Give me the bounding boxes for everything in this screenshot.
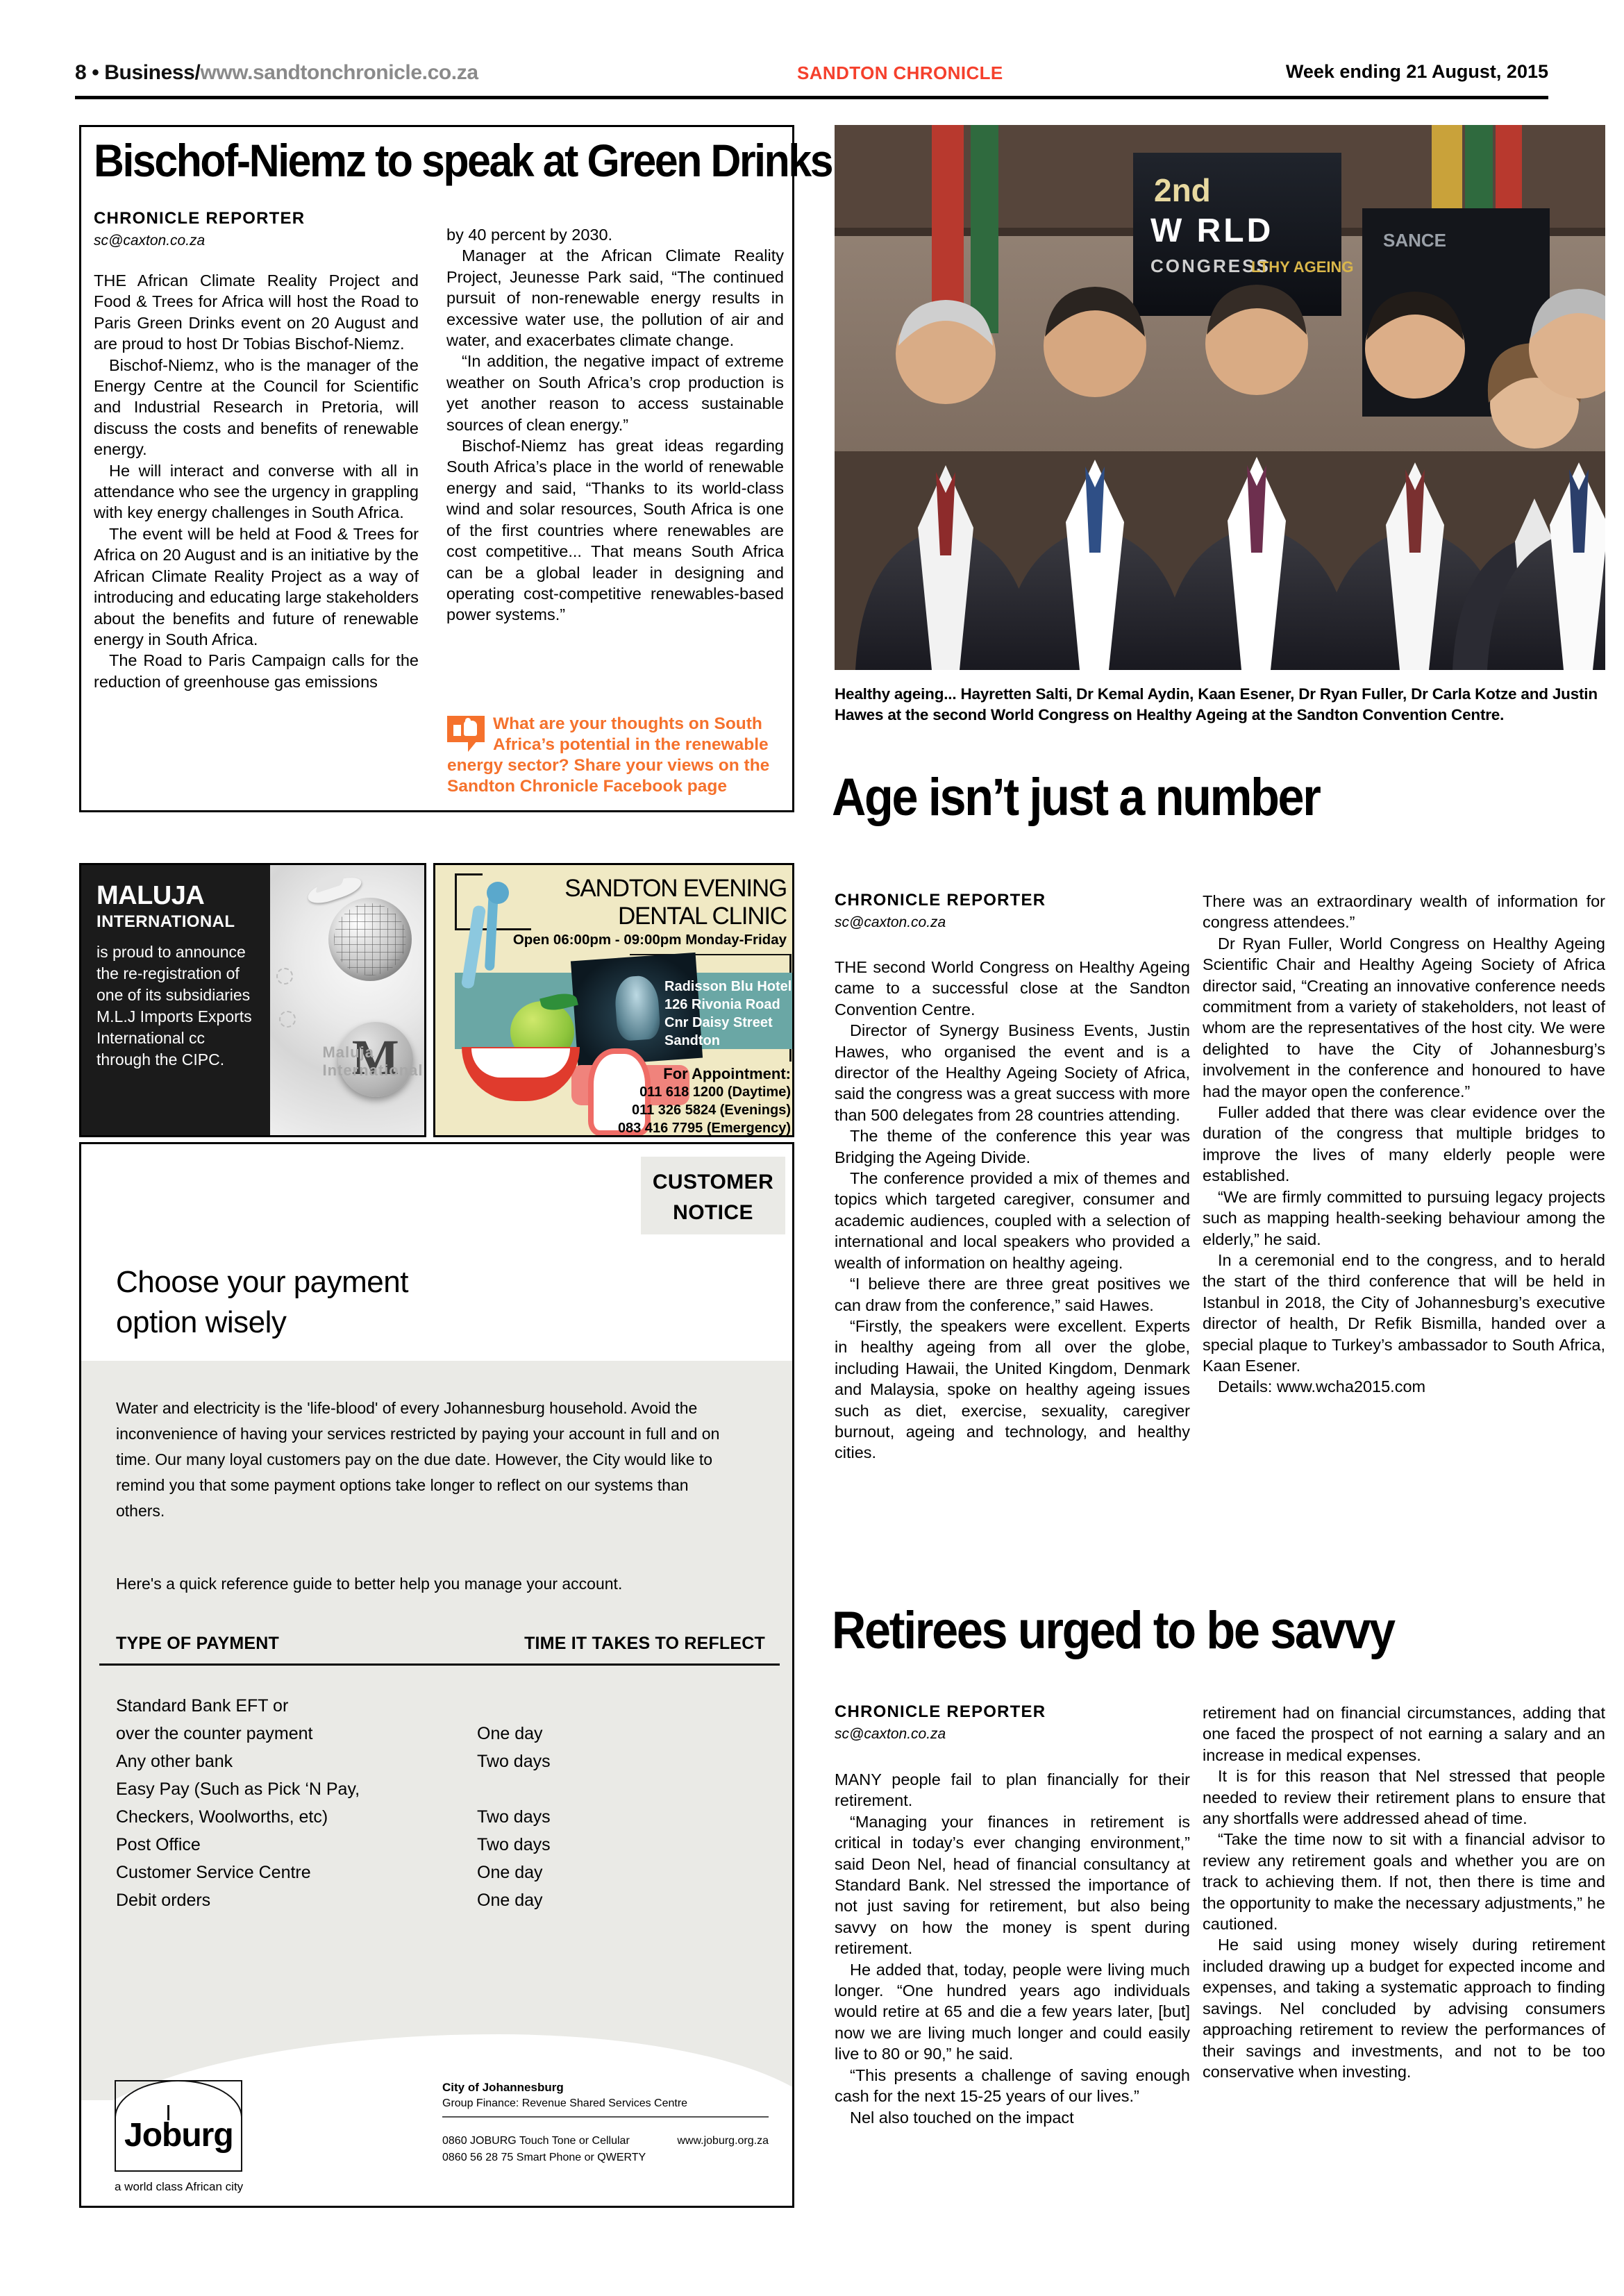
paragraph: “I believe there are three great positives we can draw from the conference,” said Hawes.: [835, 1275, 1190, 1314]
article1-column-2: [446, 224, 784, 626]
facebook-callout-text: What are your thoughts on South Africa’s potential in the renewable energy sector? Share your views on the Sandton Chronicle Facebook page: [447, 714, 770, 796]
joburg-logo: [115, 2080, 242, 2172]
payment-time: One day: [477, 1863, 543, 1882]
table-row: [116, 1722, 765, 1745]
joburg-contact: [442, 2133, 769, 2166]
paragraph: In a ceremonial end to the congress, and to herald the start of the third conference that will be held in Istanbul in 2018, the City of Johannesburg’s executive director of health, Dr Refik Bismilla, handed over a special plaque to Turkey’s ambassador to South Africa, Kaan Esener.: [1203, 1250, 1605, 1375]
masthead-slash: /: [194, 61, 201, 84]
route-dot-icon: [276, 968, 293, 984]
paragraph: Director of Synergy Business Events, Justin Hawes, who organised the event and is a director of the Healthy Ageing Society of Africa, said the congress was a great success with more than 500 delegates from 28 countries attending.: [835, 1021, 1191, 1124]
table-row: [116, 1861, 765, 1884]
paragraph: THE second World Congress on Healthy Ageing came to a successful close at the Sandton Convention Centre.: [835, 958, 1190, 1019]
dental-title-line1: SANDTON EVENING: [564, 875, 787, 902]
dental-hours: Open 06:00pm - 09:00pm Monday-Friday: [512, 932, 787, 948]
thumbs-up-speech-bubble-icon: [447, 716, 485, 746]
article2-byline: CHRONICLE REPORTER: [835, 891, 1046, 910]
payment-time: Two days: [477, 1807, 551, 1827]
paragraph: There was an extraordinary wealth of information for congress attendees.”: [1203, 892, 1605, 932]
paragraph: He will interact and converse with all in attendance who see the urgency in grappling with key energy challenges in South Africa.: [94, 461, 419, 522]
joburg-body-text: Water and electricity is the 'life-blood' of every Johannesburg household. Avoid the inconvenience of having your services restricted by paying your account in full and on time. Our many loyal customers pay on the due date. However, the City would like to remind you that some payment options take longer to reflect on our systems than others.: [116, 1399, 720, 1520]
address-line: Sandton: [664, 1033, 720, 1048]
svg-text:LTHY AGEING: LTHY AGEING: [1251, 258, 1354, 276]
article3-column-2: [1203, 1702, 1605, 2082]
dental-title: [460, 875, 787, 930]
maluja-title: MALUJA: [97, 881, 205, 910]
edition-date: Week ending 21 August, 2015: [1285, 61, 1548, 82]
photo-caption: Healthy ageing... Hayretten Salti, Dr Kemal Aydin, Kaan Esener, Dr Ryan Fuller, Dr Carla Kotze and Justin Hawes at the second World Congress on Healthy Ageing at the Sandton Convention Centre.: [835, 685, 1598, 723]
facebook-callout[interactable]: [447, 714, 794, 797]
table-rule: [99, 1664, 780, 1666]
joburg-guide-line: Here's a quick reference guide to better help you manage your account.: [116, 1575, 623, 1593]
department-name: City of Johannesburg: [442, 2081, 564, 2094]
masthead-rule: [75, 96, 1548, 99]
column-header-time: TIME IT TAKES TO REFLECT: [524, 1634, 765, 1653]
article1-email: sc@caxton.co.za: [94, 233, 206, 249]
payment-time: One day: [477, 1891, 543, 1910]
paragraph: “In addition, the negative impact of extreme weather on South Africa’s crop production is yet another reason to access sustainable sources of clean energy.”: [446, 352, 784, 434]
maluja-logo-text: Maluja International: [322, 1043, 424, 1079]
paragraph: “Firstly, the speakers were excellent. Experts in healthy ageing from all over the globe, including Hawaii, the United Kingdom, Denmark and Malaysia, spoke on healthy ageing issues such as diet, exercise, sexuality, caregiver burnout, ageing and technology, and healthy cities.: [835, 1316, 1190, 1462]
article2-column-1: [835, 957, 1190, 1464]
table-row: [116, 1750, 765, 1773]
appointment-heading: For Appointment:: [663, 1065, 791, 1082]
photo-illustration: [835, 125, 1605, 670]
publication-title: SANDTON CHRONICLE: [797, 62, 1003, 83]
route-dot-icon: [279, 1011, 296, 1028]
customer-notice-badge: [641, 1157, 785, 1234]
globe-icon: [328, 898, 412, 981]
svg-text:2nd: 2nd: [1154, 172, 1211, 208]
paragraph: Details: www.wcha2015.com: [1218, 1377, 1426, 1396]
svg-text:SANCE: SANCE: [1383, 230, 1447, 251]
notice-line2: NOTICE: [673, 1201, 753, 1224]
payment-time: One day: [477, 1724, 543, 1743]
dental-mirror-icon: [487, 882, 509, 904]
paragraph: The event will be held at Food & Trees for Africa on 20 August and is an initiative by the African Climate Reality Project as a way of introducing and educating large stakeholders about the benefits and future of renewable energy in South Africa.: [94, 524, 419, 648]
dental-appointment-block: [609, 1065, 791, 1137]
article1-column-1: [94, 270, 419, 692]
teeth-graphic: [471, 1048, 570, 1078]
joburg-headline: [116, 1262, 602, 1343]
article2-email: sc@caxton.co.za: [835, 914, 946, 930]
paragraph: retirement had on financial circumstances, adding that one faced the prospect of not earning a salary and an increase in medical expenses.: [1203, 1704, 1605, 1764]
maluja-graphic: [270, 865, 424, 1135]
phone-number[interactable]: 011 618 1200 (Daytime): [639, 1084, 791, 1100]
payment-type: Easy Pay (Such as Pick ‘N Pay,: [116, 1779, 360, 1799]
ad-sandton-evening-dental-clinic[interactable]: [433, 863, 794, 1137]
contact-line: 0860 JOBURG Touch Tone or Cellular: [442, 2135, 630, 2147]
payment-type: Customer Service Centre: [116, 1863, 311, 1882]
payment-type: Any other bank: [116, 1752, 233, 1771]
congress-group-photo: [835, 125, 1605, 670]
phone-number[interactable]: 011 326 5824 (Evenings): [631, 1103, 791, 1118]
maluja-subtitle: INTERNATIONAL: [97, 912, 235, 931]
article1-headline: Bischof-Niemz to speak at Green Drinks: [94, 135, 832, 186]
payment-type: Checkers, Woolworths, etc): [116, 1807, 328, 1827]
bracket-left: [455, 873, 457, 930]
paragraph: “Take the time now to sit with a financial advisor to review any retirement goals and whether you are on track to achieving them. If not, then there is time and the opportunity to make the necessary adjustments,” he cautioned.: [1203, 1830, 1605, 1934]
department-sub: Group Finance: Revenue Shared Services Centre: [442, 2097, 688, 2109]
dental-title-line2: DENTAL CLINIC: [617, 903, 787, 930]
page-number-section: 8 • Business: [75, 61, 195, 84]
headline-line1: Choose your payment: [116, 1265, 408, 1299]
address-line: Radisson Blu Hotel: [664, 979, 792, 994]
page-section-label: [75, 61, 478, 85]
payment-type: over the counter payment: [116, 1724, 313, 1743]
paragraph: Nel also touched on the impact: [850, 2108, 1074, 2127]
dental-address: [664, 978, 794, 1050]
article2-column-2: [1203, 891, 1605, 1398]
ad-city-of-johannesburg-customer-notice[interactable]: [79, 1142, 794, 2208]
address-line: Cnr Daisy Street: [664, 1015, 773, 1030]
payment-type: Debit orders: [116, 1891, 211, 1910]
paragraph: Manager at the African Climate Reality Project, Jeunesse Park said, “The continued pursuit of non-renewable energy results in excessive water use, the pollution of air and water, and exacerbates climate change.: [446, 246, 784, 350]
paragraph: Dr Ryan Fuller, World Congress on Healthy Ageing Scientific Chair and Healthy Ageing Society of Africa director said, “Creating an innovative conference needs commitment from a variety of stakeholders, not least of whom are the representatives of the host city. We were delighted to have the City of Johannesburg’s involvement in the conference and honoured to have had the mayor open the conference.”: [1203, 934, 1605, 1100]
article-box-green-drinks: [79, 125, 832, 812]
paragraph: He said using money wisely during retirement included drawing up a budget for expected income and expenses, and taking a systematic approach to finding savings. Nel concluded by advising consumers approaching retirement to review the performances of their savings and investments, and not to be too conservative when investing.: [1203, 1936, 1605, 2081]
payment-table-header: [116, 1634, 765, 1654]
paragraph: Bischof-Niemz, who is the manager of the Energy Centre at the Council for Scientific and Industrial Research in Pretoria, will discuss the costs and benefits of renewable energy.: [94, 355, 419, 459]
masthead-url: www.sandtonchronicle.co.za: [200, 61, 478, 84]
headline-line2: option wisely: [116, 1305, 287, 1339]
paragraph: Bischof-Niemz has great ideas regarding South Africa’s place in the world of renewable energy and said, “Thanks to its world-class wind and solar resources, South Africa is one of the first countries where renewables are cost competitive... That means South Africa can be a global leader in designing and operating cost-competitive renewables-based power systems.”: [446, 437, 784, 624]
paragraph: He added that, today, people were living much longer. “One hundred years ago individuals would retire at 65 and die a few years later, [but] now we are living much longer and could easily live to 80 or 90,” he said.: [835, 1960, 1190, 2063]
payment-type: Standard Bank EFT or: [116, 1696, 289, 1716]
paragraph: It is for this reason that Nel stressed that people needed to review their retirement plans to ensure that any shortfalls were addressed ahead of time.: [1203, 1767, 1605, 1828]
joburg-department: [442, 2080, 769, 2111]
paragraph: “We are firmly committed to pursuing legacy projects such as mapping health-seeking behaviour among the elderly,” he said.: [1203, 1187, 1605, 1248]
article3-email: sc@caxton.co.za: [835, 1726, 946, 1742]
paragraph: The conference provided a mix of themes and topics which targeted caregiver, consumer and academic audiences, coupled with a selection of international and local speakers who provided a wealth of information on healthy ageing.: [835, 1169, 1190, 1272]
svg-text:W RLD: W RLD: [1150, 212, 1274, 249]
table-row: [116, 1805, 765, 1829]
notice-line1: CUSTOMER: [652, 1171, 774, 1193]
paragraph: The Road to Paris Campaign calls for the reduction of greenhouse gas emissions: [94, 651, 419, 691]
payment-type: Post Office: [116, 1835, 201, 1854]
paragraph: Fuller added that there was clear evidence over the duration of the congress that multiple bridges to improve the lives of many elderly people were established.: [1203, 1103, 1605, 1185]
joburg-logo-word: Joburg: [124, 2117, 233, 2154]
paragraph: MANY people fail to plan financially for their retirement.: [835, 1770, 1190, 1810]
table-row: [116, 1833, 765, 1857]
table-row: [116, 1694, 765, 1718]
paragraph: “Managing your finances in retirement is critical in today’s ever changing environment,” said Deon Nel, head of financial consultancy at Standard Bank. Nel stressed the importance of not just saving for retirement, but also being savvy on how the money is spent during retirement.: [835, 1812, 1190, 1958]
column-header-type: TYPE OF PAYMENT: [116, 1634, 279, 1653]
joburg-tagline: a world class African city: [115, 2180, 244, 2193]
ad-maluja-international[interactable]: [79, 863, 426, 1137]
table-row: [116, 1888, 765, 1912]
article3-byline: CHRONICLE REPORTER: [835, 1702, 1046, 1721]
paragraph: “This presents a challenge of saving enough cash for the next 15-25 years of our lives.”: [835, 2065, 1190, 2106]
paragraph: by 40 percent by 2030.: [446, 226, 613, 244]
payment-time: Two days: [477, 1835, 551, 1854]
joburg-website[interactable]: www.joburg.org.za: [677, 2135, 769, 2147]
joburg-footer-rule: [442, 2116, 769, 2118]
svg-text:CONGRESS: CONGRESS: [1150, 255, 1271, 276]
article1-byline: CHRONICLE REPORTER: [94, 209, 305, 228]
contact-line: 0860 56 28 75 Smart Phone or QWERTY: [442, 2152, 646, 2163]
article3-headline: Retirees urged to be savvy: [832, 1601, 1394, 1660]
article3-column-1: [835, 1769, 1190, 2128]
maluja-body: is proud to announce the re-registration of one of its subsidiaries M.L.J Imports Exports International cc through the CIPC.: [97, 943, 252, 1069]
address-line: 126 Rivonia Road: [664, 997, 780, 1012]
phone-number[interactable]: 083 416 7795 (Emergency): [617, 1121, 791, 1136]
logo-arc-icon: [115, 2080, 242, 2118]
article2-headline: Age isn’t just a number: [832, 768, 1320, 827]
masthead: [75, 61, 1548, 93]
paragraph: The theme of the conference this year was Bridging the Ageing Divide.: [835, 1127, 1190, 1166]
table-row: [116, 1777, 765, 1801]
payment-time: Two days: [477, 1752, 551, 1771]
paragraph: THE African Climate Reality Project and Food & Trees for Africa will host the Road to Paris Green Drinks event on 20 August and are proud to host Dr Tobias Bischof-Niemz.: [94, 271, 419, 353]
